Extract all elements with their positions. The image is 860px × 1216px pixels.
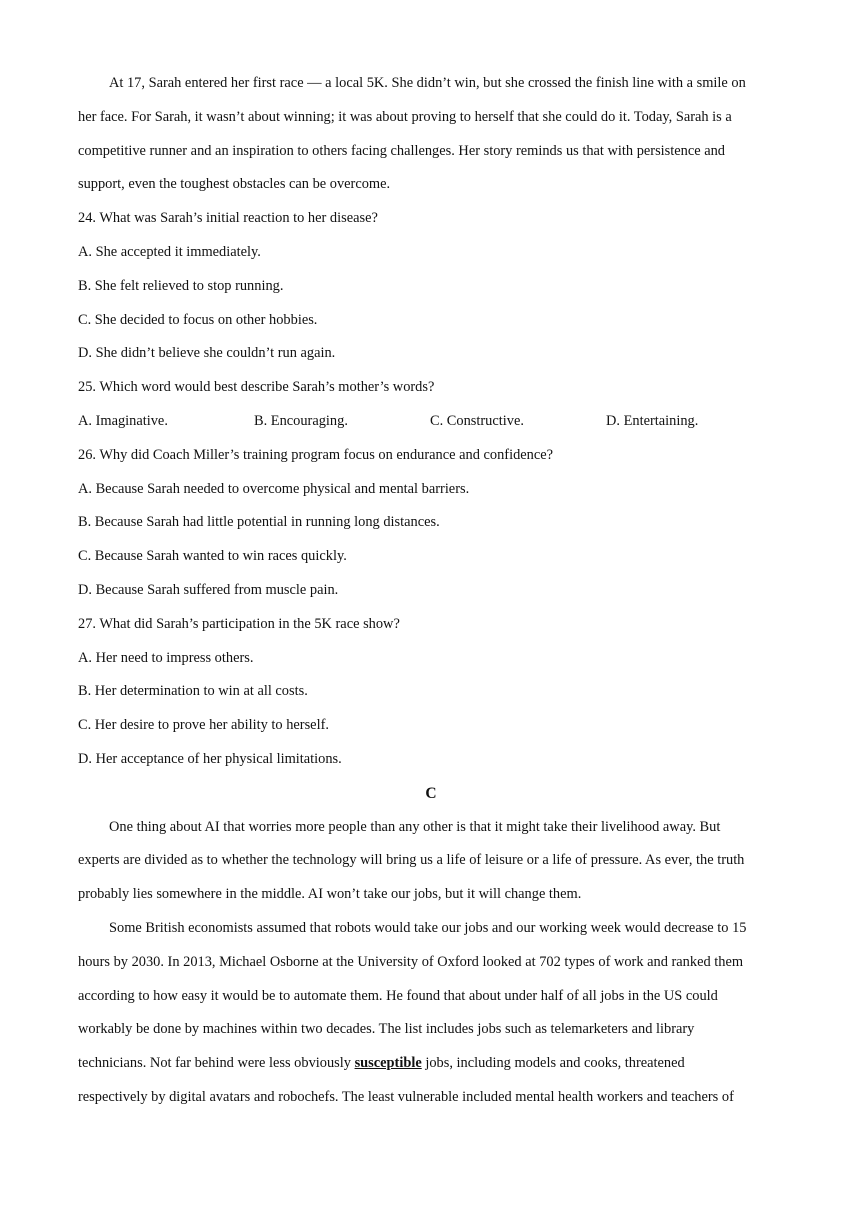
text-segment: jobs, including models and cooks, threatened	[421, 1055, 685, 1072]
question-25-stem: 25. Which word would best describe Sarah’s mother’s words?	[78, 379, 435, 396]
question-25-option-b: B. Encouraging.	[254, 412, 348, 429]
question-24-option-b: B. She felt relieved to stop running.	[78, 277, 284, 294]
question-24-option-c: C. She decided to focus on other hobbies.	[78, 311, 318, 328]
question-25-options	[78, 408, 784, 442]
question-27-option-c: C. Her desire to prove her ability to herself.	[78, 717, 329, 734]
question-26-option-d: D. Because Sarah suffered from muscle pain.	[78, 581, 339, 598]
question-26-stem: 26. Why did Coach Miller’s training program focus on endurance and confidence?	[78, 446, 554, 463]
paragraph-line: probably lies somewhere in the middle. AI won’t take our jobs, but it will change them.	[78, 886, 582, 903]
paragraph-line: according to how easy it would be to automate them. He found that about under half of all jobs in the US could	[78, 987, 718, 1004]
question-24-stem: 24. What was Sarah’s initial reaction to her disease?	[78, 210, 378, 227]
paragraph-line: Some British economists assumed that robots would take our jobs and our working week would decrease to 15	[109, 919, 747, 936]
section-c-heading: C	[425, 784, 437, 802]
paragraph-line: experts are divided as to whether the technology will bring us a life of leisure or a life of pressure. As ever, the truth	[78, 852, 745, 869]
passage-line: competitive runner and an inspiration to others facing challenges. Her story reminds us that with persistence and	[78, 142, 725, 159]
paragraph-line: respectively by digital avatars and robochefs. The least vulnerable included mental health workers and teachers of	[78, 1088, 734, 1105]
question-26-option-a: A. Because Sarah needed to overcome physical and mental barriers.	[78, 480, 470, 497]
question-26-option-c: C. Because Sarah wanted to win races quickly.	[78, 548, 347, 565]
paragraph-line: workably be done by machines within two decades. The list includes jobs such as telemarketers and library	[78, 1021, 695, 1038]
question-27-stem: 27. What did Sarah’s participation in the 5K race show?	[78, 615, 400, 632]
paragraph-line: One thing about AI that worries more people than any other is that it might take their livelihood away. But	[109, 818, 721, 835]
underlined-keyword: susceptible	[354, 1055, 422, 1072]
passage-line: her face. For Sarah, it wasn’t about winning; it was about proving to herself that she could do it. Today, Sarah is a	[78, 108, 732, 125]
text-segment: technicians. Not far behind were less obviously	[78, 1055, 355, 1072]
question-25-option-d: D. Entertaining.	[606, 412, 699, 429]
question-27-option-a: A. Her need to impress others.	[78, 649, 254, 666]
paragraph-line-with-keyword	[78, 1050, 784, 1084]
question-27-option-b: B. Her determination to win at all costs.	[78, 683, 308, 700]
question-25-option-a: A. Imaginative.	[78, 412, 168, 429]
passage-line: At 17, Sarah entered her first race — a local 5K. She didn’t win, but she crossed the finish line with a smile on	[109, 75, 746, 91]
question-26-option-b: B. Because Sarah had little potential in running long distances.	[78, 514, 440, 531]
paragraph-line: hours by 2030. In 2013, Michael Osborne at the University of Oxford looked at 702 types of work and ranked them	[78, 953, 744, 970]
question-25-option-c: C. Constructive.	[430, 412, 524, 429]
question-24-option-d: D. She didn’t believe she couldn’t run again.	[78, 345, 336, 362]
question-27-option-d: D. Her acceptance of her physical limitations.	[78, 750, 342, 767]
question-24-option-a: A. She accepted it immediately.	[78, 243, 261, 260]
passage-line: support, even the toughest obstacles can be overcome.	[78, 176, 391, 193]
document-page	[78, 70, 784, 1118]
